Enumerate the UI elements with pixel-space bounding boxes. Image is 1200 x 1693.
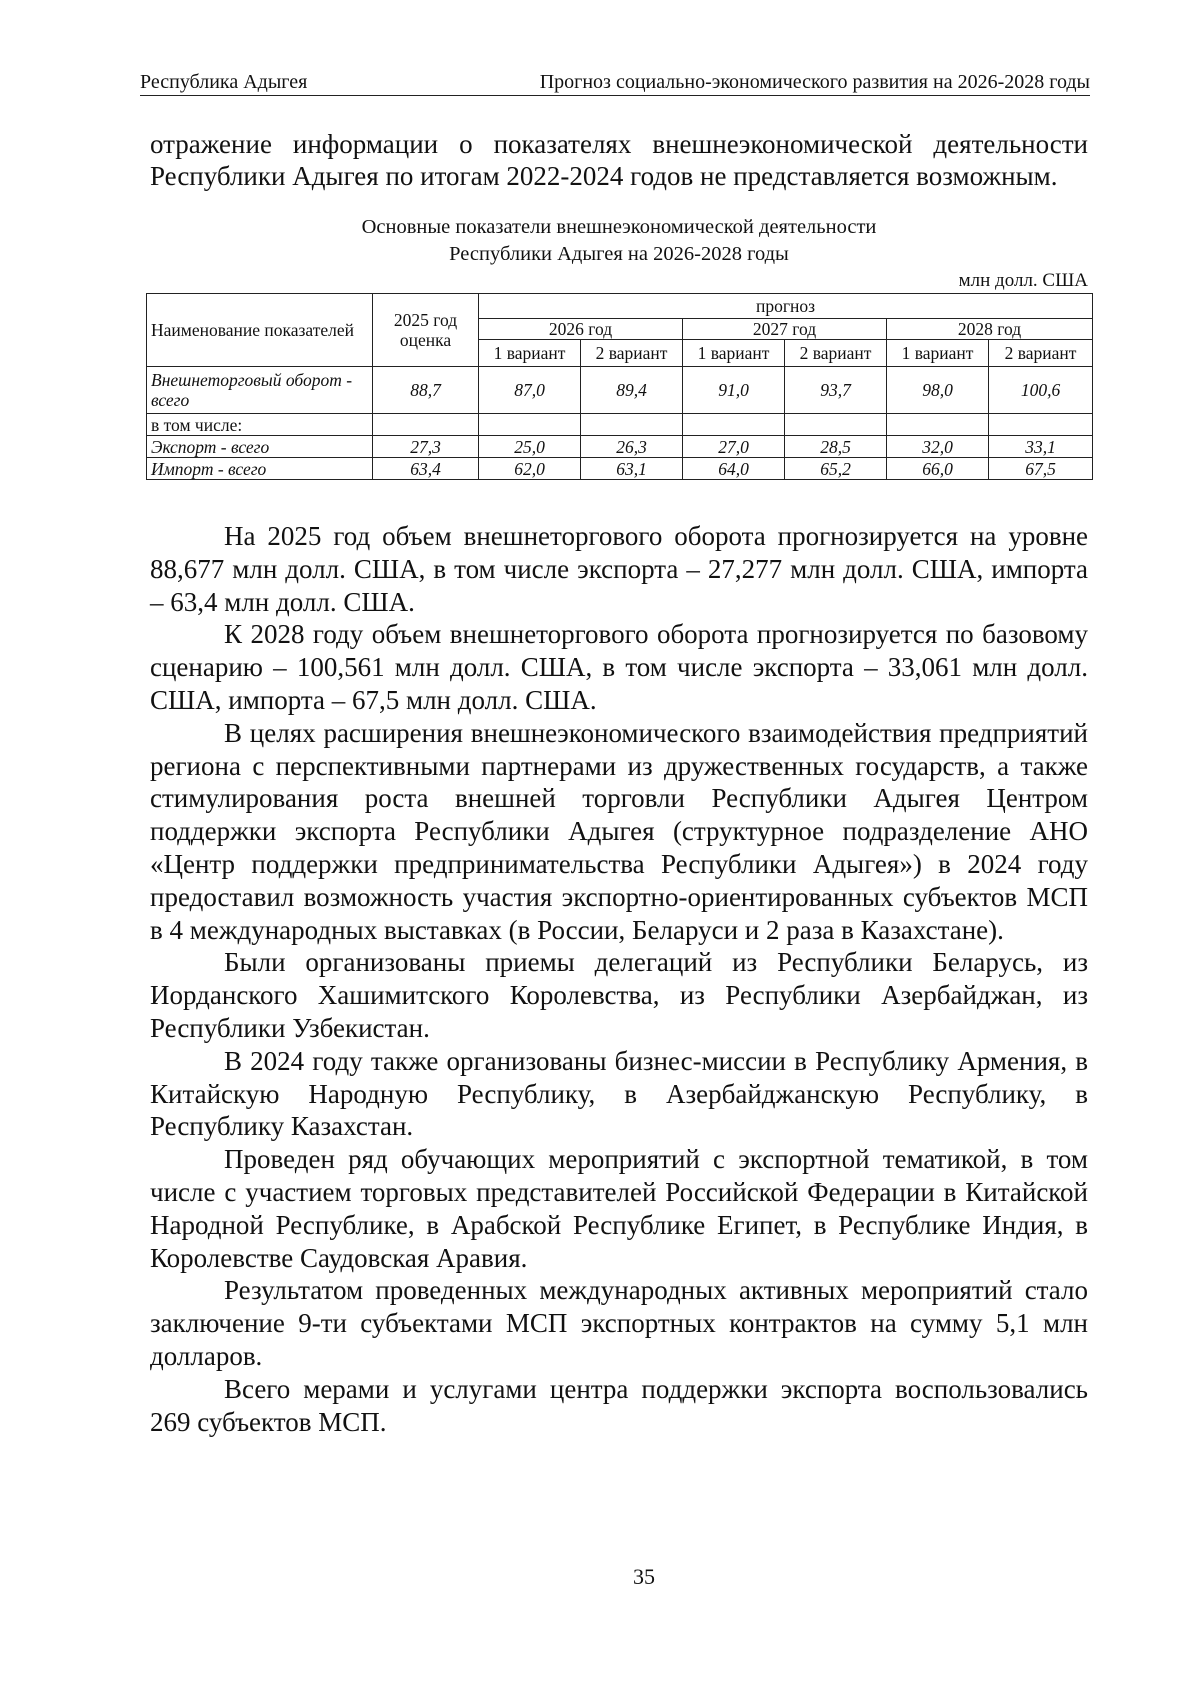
cell-value: 32,0: [887, 436, 989, 458]
cell-empty: [683, 414, 785, 436]
header-region: Республика Адыгея: [140, 71, 308, 93]
row-name: в том числе:: [147, 414, 373, 436]
cell-value: 98,0: [887, 367, 989, 414]
table-row: [147, 367, 1093, 414]
header-forecast: прогноз: [479, 294, 1093, 319]
cell-value: 89,4: [581, 367, 683, 414]
row-name: Экспорт - всего: [147, 436, 373, 458]
cell-value: 26,3: [581, 436, 683, 458]
page-number: 35: [633, 1564, 655, 1589]
cell-value: 64,0: [683, 458, 785, 480]
header-variant: 2 вариант: [581, 340, 683, 367]
header-variant: 2 вариант: [989, 340, 1093, 367]
paragraph: Были организованы приемы делегаций из Республики Беларусь, из Иорданского Хашимитского Королевства, из Республики Азербайджан, из Республики Узбекистан.: [150, 947, 1088, 1043]
table-caption-line1: Основные показатели внешнеэкономической деятельности: [361, 216, 877, 238]
table-caption-line2: Республики Адыгея на 2026-2028 годы: [449, 243, 789, 265]
paragraph: Проведен ряд обучающих мероприятий с экспортной тематикой, в том числе с участием торговых представителей Российской Федерации в Китайской Народной Республике, в Арабской Республике Египет, в Республике Индия, в Королевстве Саудовская Аравия.: [150, 1144, 1088, 1273]
cell-value: 62,0: [479, 458, 581, 480]
row-name: Внешнеторговый оборот - всего: [147, 367, 373, 414]
table-units: млн долл. США: [958, 270, 1088, 291]
table-header-row: [147, 294, 1093, 319]
paragraph: Всего мерами и услугами центра поддержки экспорта воспользовались 269 субъектов МСП.: [150, 1373, 1088, 1437]
cell-empty: [785, 414, 887, 436]
table-caption: [150, 214, 1088, 268]
paragraph: В целях расширения внешнеэкономического взаимодействия предприятий региона с перспективными партнерами из дружественных государств, а также стимулирования роста внешней торговли Республики Адыгея Центром поддержки экспорта Республики Адыгея (структурное подразделение АНО «Центр поддержки предпринимательства Республики Адыгея») в 2024 году предоставил возможность участия экспортно-ориентированных субъектов МСП в 4 международных выставках (в России, Беларуси и 2 раза в Казахстане).: [150, 717, 1088, 945]
header-title: Прогноз социально-экономического развития на 2026-2028 годы: [539, 71, 1090, 93]
header-year: 2028 год: [887, 319, 1093, 340]
cell-value: 25,0: [479, 436, 581, 458]
cell-value: 67,5: [989, 458, 1093, 480]
cell-empty: [373, 414, 479, 436]
running-header: [140, 70, 1090, 96]
paragraph: На 2025 год объем внешнеторгового оборота прогнозируется на уровне 88,677 млн долл. США, в том числе экспорта – 27,277 млн долл. США, импорта – 63,4 млн долл. США.: [150, 521, 1088, 617]
header-year: 2026 год: [479, 319, 683, 340]
cell-empty: [479, 414, 581, 436]
cell-empty: [989, 414, 1093, 436]
cell-value: 87,0: [479, 367, 581, 414]
cell-value: 91,0: [683, 367, 785, 414]
paragraph: Результатом проведенных международных активных мероприятий стало заключение 9-ти субъектами МСП экспортных контрактов на сумму 5,1 млн долларов.: [150, 1275, 1088, 1371]
row-name: Импорт - всего: [147, 458, 373, 480]
table-row: [147, 436, 1093, 458]
header-variant: 1 вариант: [479, 340, 581, 367]
cell-value: 66,0: [887, 458, 989, 480]
cell-value: 65,2: [785, 458, 887, 480]
body-text: [150, 520, 1088, 1438]
intro-paragraph: отражение информации о показателях внешнеэкономической деятельности Республики Адыгея по итогам 2022-2024 годов не представляется возможным.: [150, 129, 1088, 191]
cell-value: 28,5: [785, 436, 887, 458]
cell-value: 63,1: [581, 458, 683, 480]
cell-empty: [887, 414, 989, 436]
cell-value: 27,3: [373, 436, 479, 458]
header-name: Наименование показателей: [147, 294, 373, 367]
paragraph: К 2028 году объем внешнеторгового оборота прогнозируется по базовому сценарию – 100,561 млн долл. США, в том числе экспорта – 33,061 млн долл. США, импорта – 67,5 млн долл. США.: [150, 619, 1088, 715]
paragraph: В 2024 году также организованы бизнес-миссии в Республику Армения, в Китайскую Народную Республику, в Азербайджанскую Республику, в Республику Казахстан.: [150, 1045, 1088, 1142]
table-row: [147, 414, 1093, 436]
indicators-table: [146, 293, 1093, 480]
header-estimate: 2025 год оценка: [373, 294, 479, 367]
cell-value: 63,4: [373, 458, 479, 480]
header-variant: 1 вариант: [683, 340, 785, 367]
header-variant: 1 вариант: [887, 340, 989, 367]
cell-value: 93,7: [785, 367, 887, 414]
cell-value: 33,1: [989, 436, 1093, 458]
header-variant: 2 вариант: [785, 340, 887, 367]
table-row: [147, 458, 1093, 480]
cell-value: 27,0: [683, 436, 785, 458]
cell-value: 100,6: [989, 367, 1093, 414]
cell-empty: [581, 414, 683, 436]
cell-value: 88,7: [373, 367, 479, 414]
header-year: 2027 год: [683, 319, 887, 340]
